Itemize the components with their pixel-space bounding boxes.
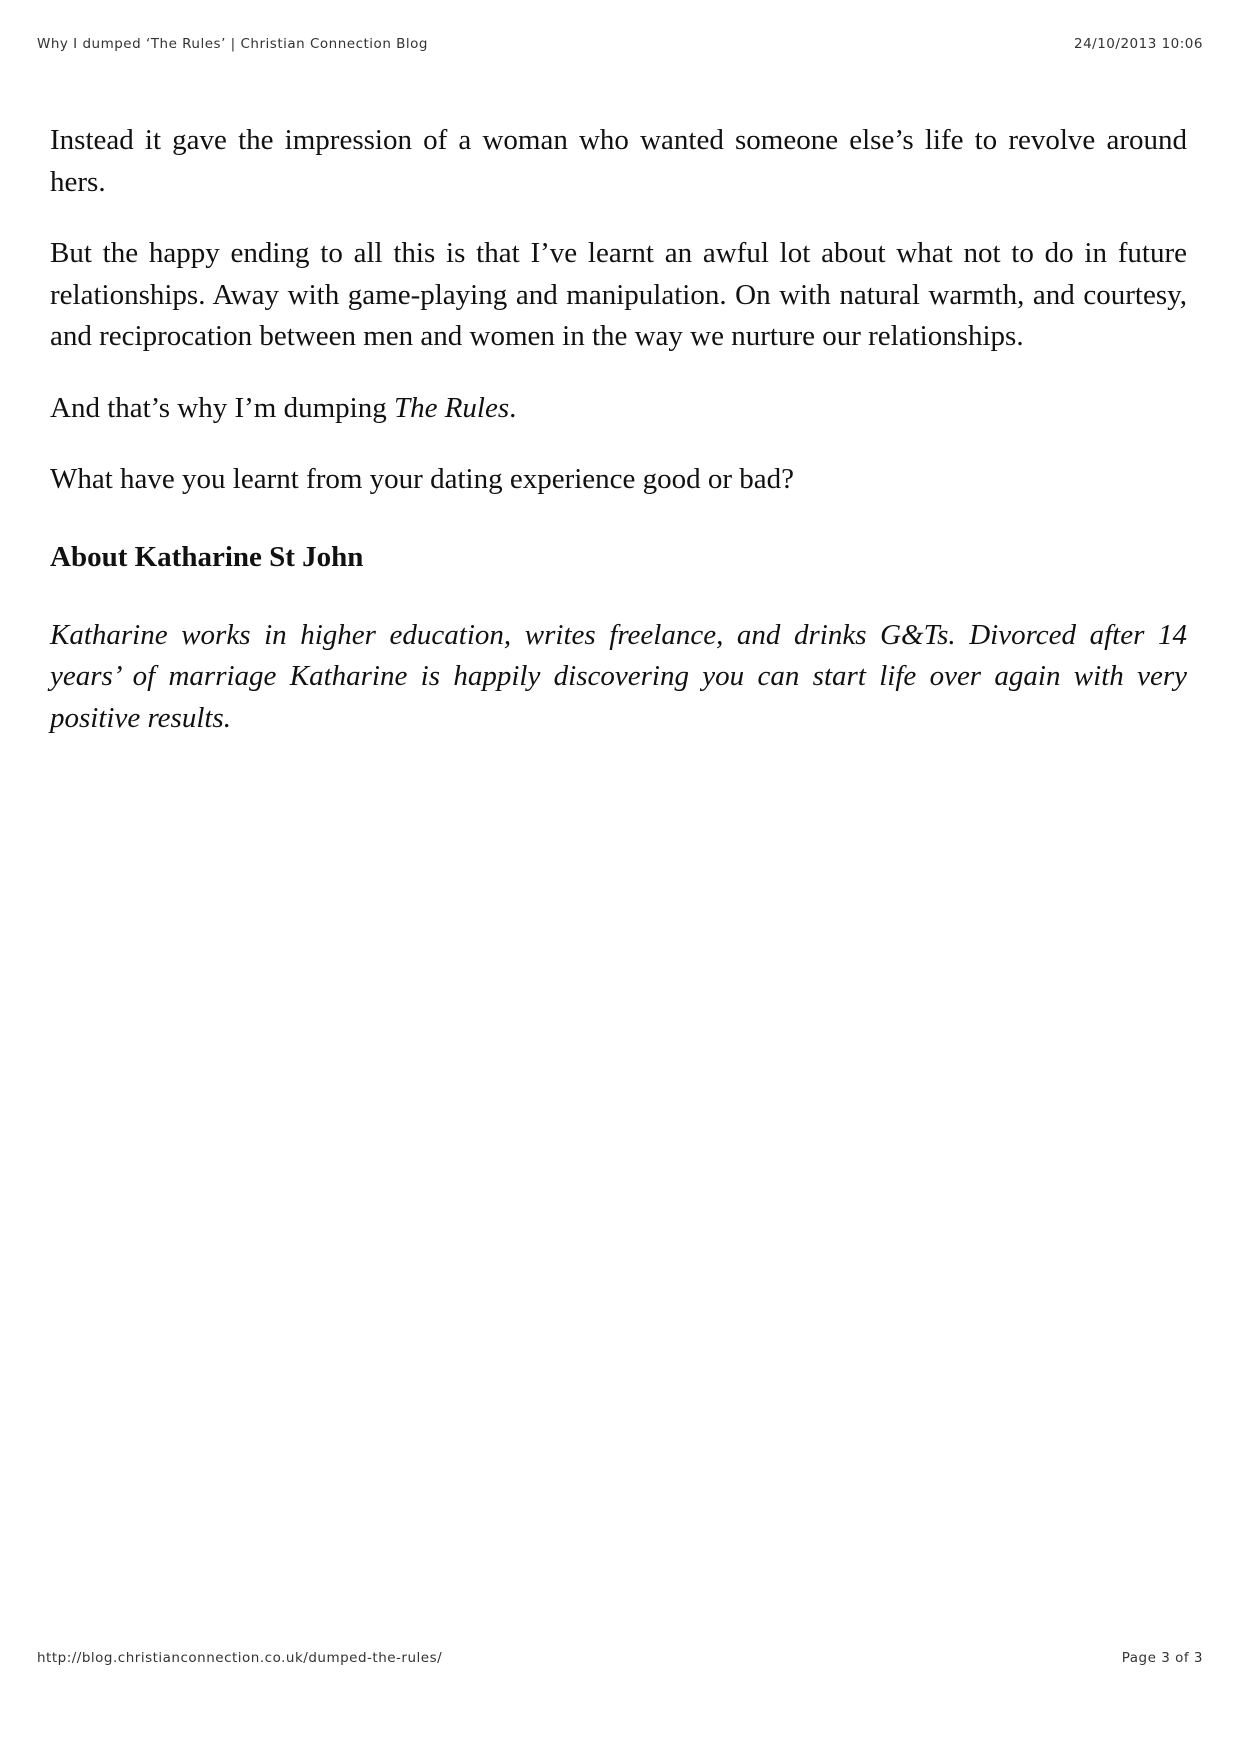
paragraph-text: .	[509, 391, 517, 424]
article-body	[50, 120, 1187, 769]
page-url: http://blog.christianconnection.co.uk/dumped-the-rules/	[37, 1650, 443, 1666]
page-title: Why I dumped ‘The Rules’ | Christian Connection Blog	[37, 36, 429, 52]
print-footer	[37, 1650, 1203, 1666]
print-datetime: 24/10/2013 10:06	[1073, 36, 1203, 52]
book-title: The Rules	[393, 391, 510, 424]
article-paragraph: Instead it gave the impression of a woman who wanted someone else’s life to revolve around hers.	[50, 124, 1187, 198]
article-paragraph: What have you learnt from your dating experience good or bad?	[50, 463, 795, 495]
article-paragraph	[50, 388, 1187, 430]
print-header	[37, 36, 1203, 52]
paragraph-text: And that’s why I’m dumping	[50, 391, 394, 424]
author-bio: Katharine works in higher education, writes freelance, and drinks G&Ts. Divorced after 14 years’ of marriage Katharine is happily discovering you can start life over again with very positive results.	[50, 618, 1187, 734]
article-paragraph: But the happy ending to all this is that I’ve learnt an awful lot about what not to do in future relationships. Away with game-playing and manipulation. On with natural warmth, and courtesy, and reciprocation between men and women in the way we nurture our relationships.	[50, 237, 1187, 352]
page-indicator: Page 3 of 3	[1121, 1650, 1203, 1666]
author-heading: About Katharine St John	[50, 540, 364, 573]
